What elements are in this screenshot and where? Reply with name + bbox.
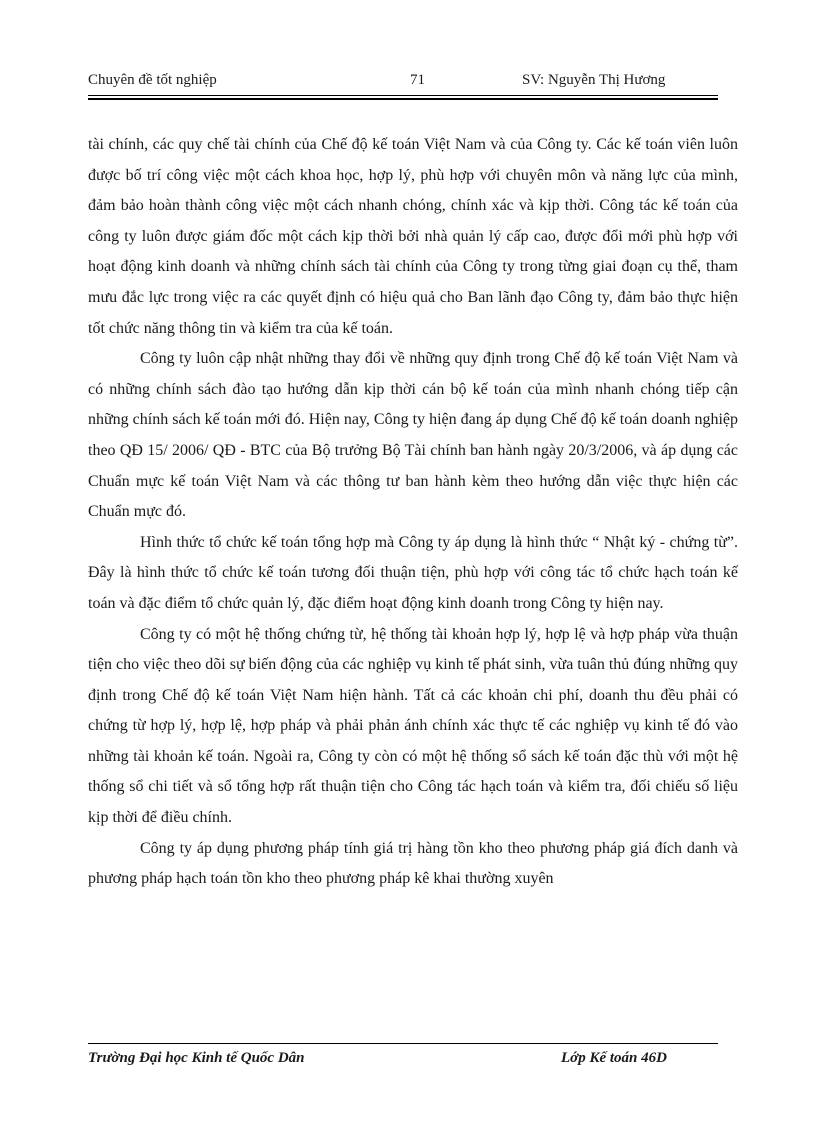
paragraph-1: tài chính, các quy chế tài chính của Chế độ kế toán Việt Nam và của Công ty. Các kế toán viên luôn được bố trí công việc một cách khoa học, hợp lý, phù hợp với chuyên môn và năng lực của mình, đảm bảo hoàn thành công việc một cách nhanh chóng, chính xác và kịp thời. Công tác kế toán của công ty luôn được giám đốc một cách kịp thời bởi nhà quản lý cấp cao, được đổi mới phù hợp với hoạt động kinh doanh và những chính sách tài chính của Công ty trong từng giai đoạn cụ thể, tham mưu đắc lực trong việc ra các quyết định có hiệu quả cho Ban lãnh đạo Công ty, đảm bảo thực hiện tốt chức năng thông tin và kiểm tra của kế toán. bbox=[88, 136, 738, 337]
page-header bbox=[88, 72, 718, 94]
body-text bbox=[88, 130, 738, 895]
header-divider-thick bbox=[88, 98, 718, 100]
paragraph-5: Công ty áp dụng phương pháp tính giá trị hàng tồn kho theo phương pháp giá đích danh và phương pháp hạch toán tồn kho theo phương pháp kê khai thường xuyên bbox=[88, 839, 738, 888]
header-author: SV: Nguyễn Thị Hương bbox=[522, 72, 666, 88]
footer-divider bbox=[88, 1043, 718, 1044]
page-footer bbox=[88, 1050, 718, 1072]
header-divider-thin bbox=[88, 95, 718, 96]
footer-university: Trường Đại học Kinh tế Quốc Dân bbox=[88, 1050, 305, 1066]
header-title: Chuyên đề tốt nghiệp bbox=[88, 72, 217, 88]
footer-class: Lớp Kế toán 46D bbox=[561, 1050, 667, 1066]
paragraph-2: Công ty luôn cập nhật những thay đổi về những quy định trong Chế độ kế toán Việt Nam và có những chính sách đào tạo hướng dẫn kịp thời cán bộ kế toán của mình nhanh chóng tiếp cận những chính sách kế toán mới đó. Hiện nay, Công ty hiện đang áp dụng Chế độ kế toán doanh nghiệp theo QĐ 15/ 2006/ QĐ - BTC của Bộ trưởng Bộ Tài chính ban hành ngày 20/3/2006, và áp dụng các Chuẩn mực kế toán Việt Nam và các thông tư ban hành kèm theo hướng dẫn việc thực hiện các Chuẩn mực đó. bbox=[88, 350, 738, 521]
paragraph-3: Hình thức tổ chức kế toán tổng hợp mà Công ty áp dụng là hình thức “ Nhật ký - chứng từ”. Đây là hình thức tổ chức kế toán tương đối thuận tiện, phù hợp với công tác tổ chức hạch toán kế toán và đặc điểm tổ chức quản lý, đặc điểm hoạt động kinh doanh trong Công ty hiện nay. bbox=[88, 533, 738, 612]
paragraph-4: Công ty có một hệ thống chứng từ, hệ thống tài khoản hợp lý, hợp lệ và hợp pháp vừa thuận tiện cho việc theo dõi sự biến động của các nghiệp vụ kinh tế phát sinh, vừa tuân thủ đúng những quy định trong Chế độ kế toán Việt Nam hiện hành. Tất cả các khoản chi phí, doanh thu đều phải có chứng từ hợp lý, hợp lệ, hợp pháp và phải phản ánh chính xác thực tế các nghiệp vụ kinh tế đó vào những tài khoản kế toán. Ngoài ra, Công ty còn có một hệ thống sổ sách kế toán đặc thù với một hệ thống sổ chi tiết và sổ tổng hợp rất thuận tiện cho Công tác hạch toán và kiểm tra, đối chiếu số liệu kịp thời để điều chính. bbox=[88, 625, 738, 827]
page-number: 71 bbox=[410, 72, 425, 88]
